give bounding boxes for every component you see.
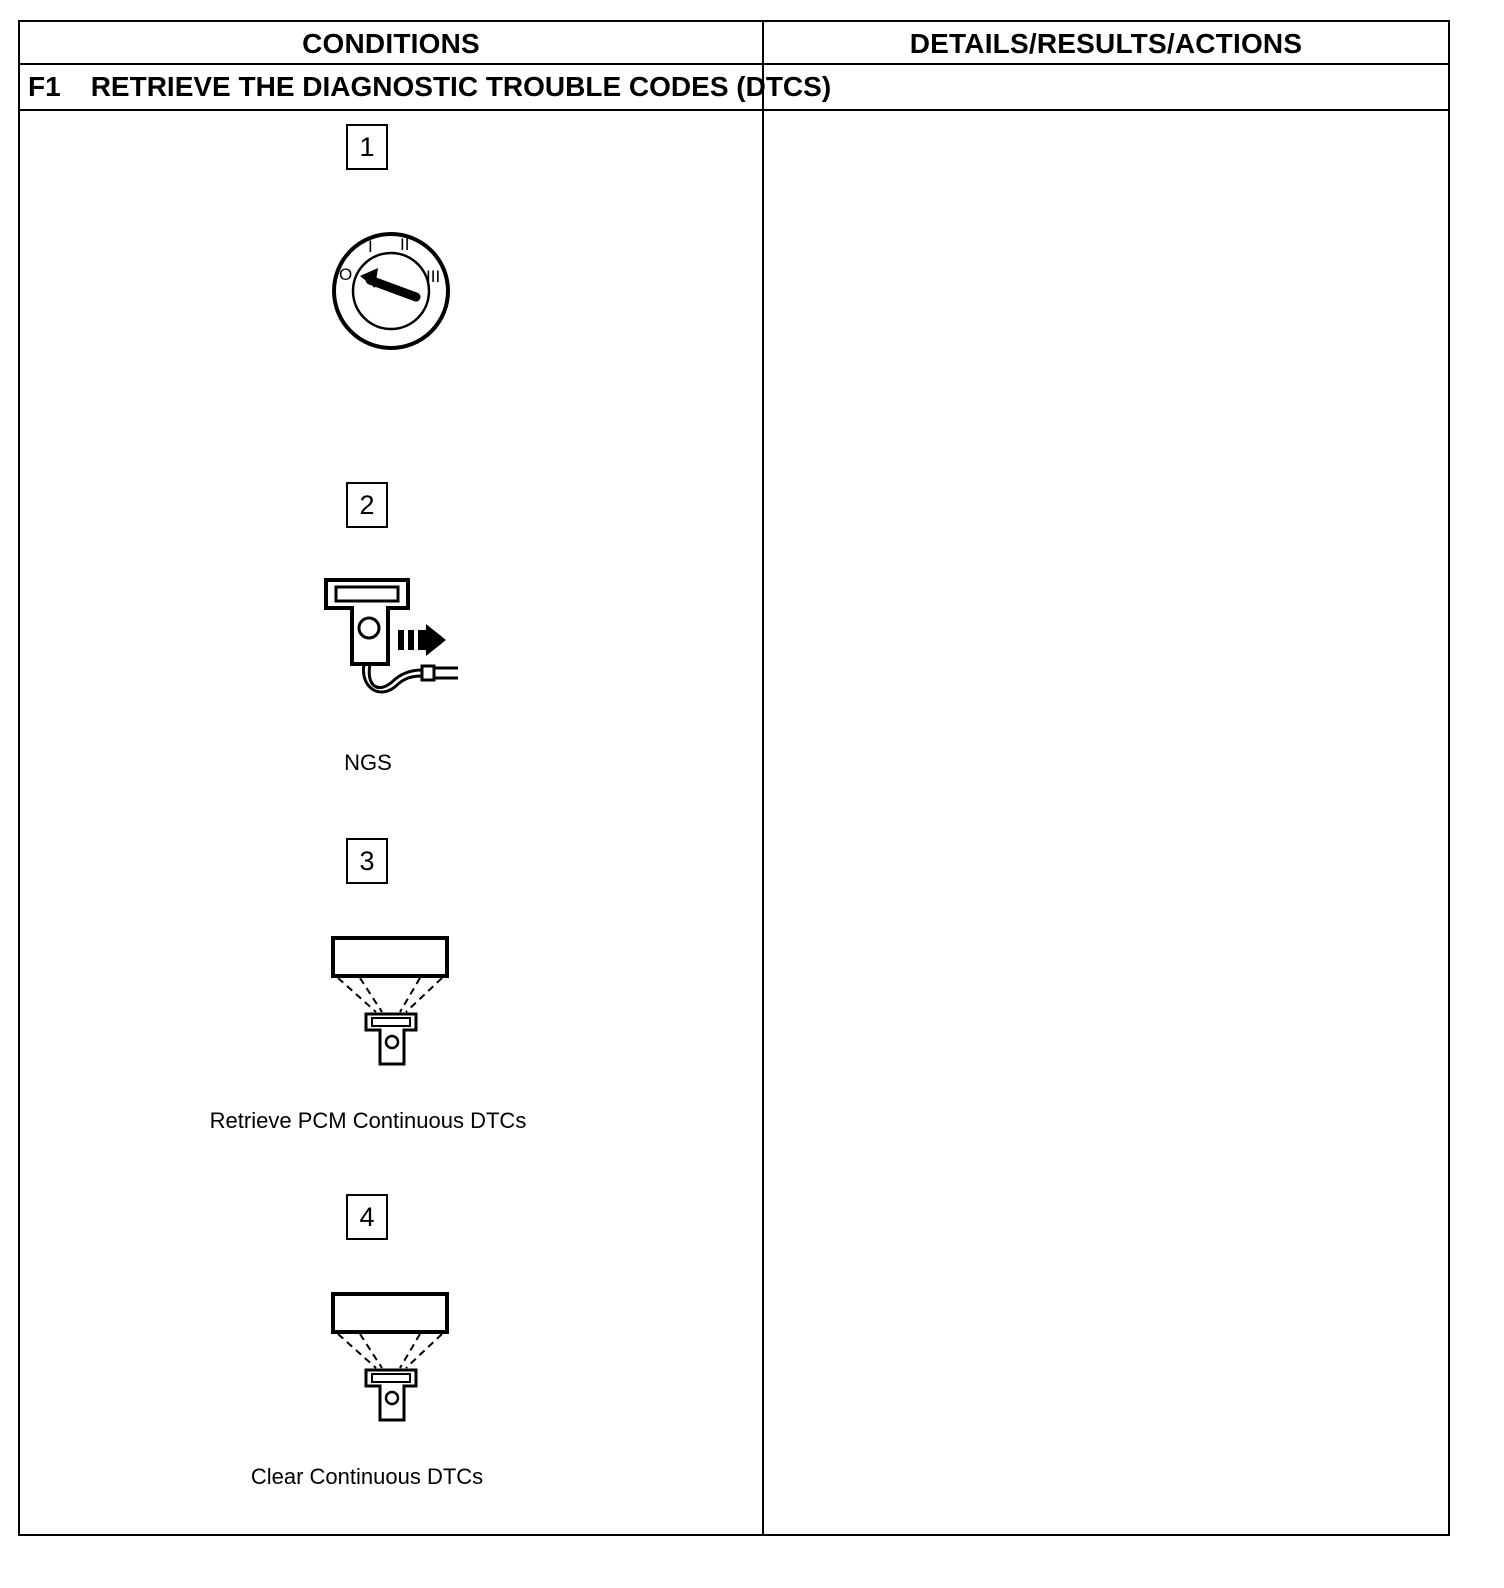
section-title-text: RETRIEVE THE DIAGNOSTIC TROUBLE CODES (DTCS) (90, 71, 832, 102)
ignition-mark-acc: I (368, 237, 373, 256)
step-caption: NGS (344, 750, 392, 775)
step-number-box: 1 (346, 124, 388, 170)
section-code: F1 (28, 71, 61, 102)
ignition-switch-icon (330, 230, 454, 354)
table-frame (18, 20, 1450, 1536)
ignition-mark-off: O (339, 265, 353, 284)
scan-tool-screen-icon (330, 934, 452, 1068)
section-title (28, 66, 831, 108)
step-caption: Retrieve PCM Continuous DTCs (209, 1108, 527, 1133)
step-number-box: 3 (346, 838, 388, 884)
ignition-mark-start: III (426, 267, 441, 286)
conditions-header: CONDITIONS (302, 28, 480, 59)
scan-tool-screen-icon (330, 1290, 452, 1424)
step-number-box: 2 (346, 482, 388, 528)
step-number-box: 4 (346, 1194, 388, 1240)
section-divider (18, 109, 1450, 111)
step-caption: Clear Continuous DTCs (250, 1464, 484, 1489)
ignition-mark-run: II (400, 235, 410, 254)
details-header: DETAILS/RESULTS/ACTIONS (909, 28, 1303, 59)
column-divider (762, 20, 764, 1536)
scan-tool-connect-icon (322, 578, 462, 702)
